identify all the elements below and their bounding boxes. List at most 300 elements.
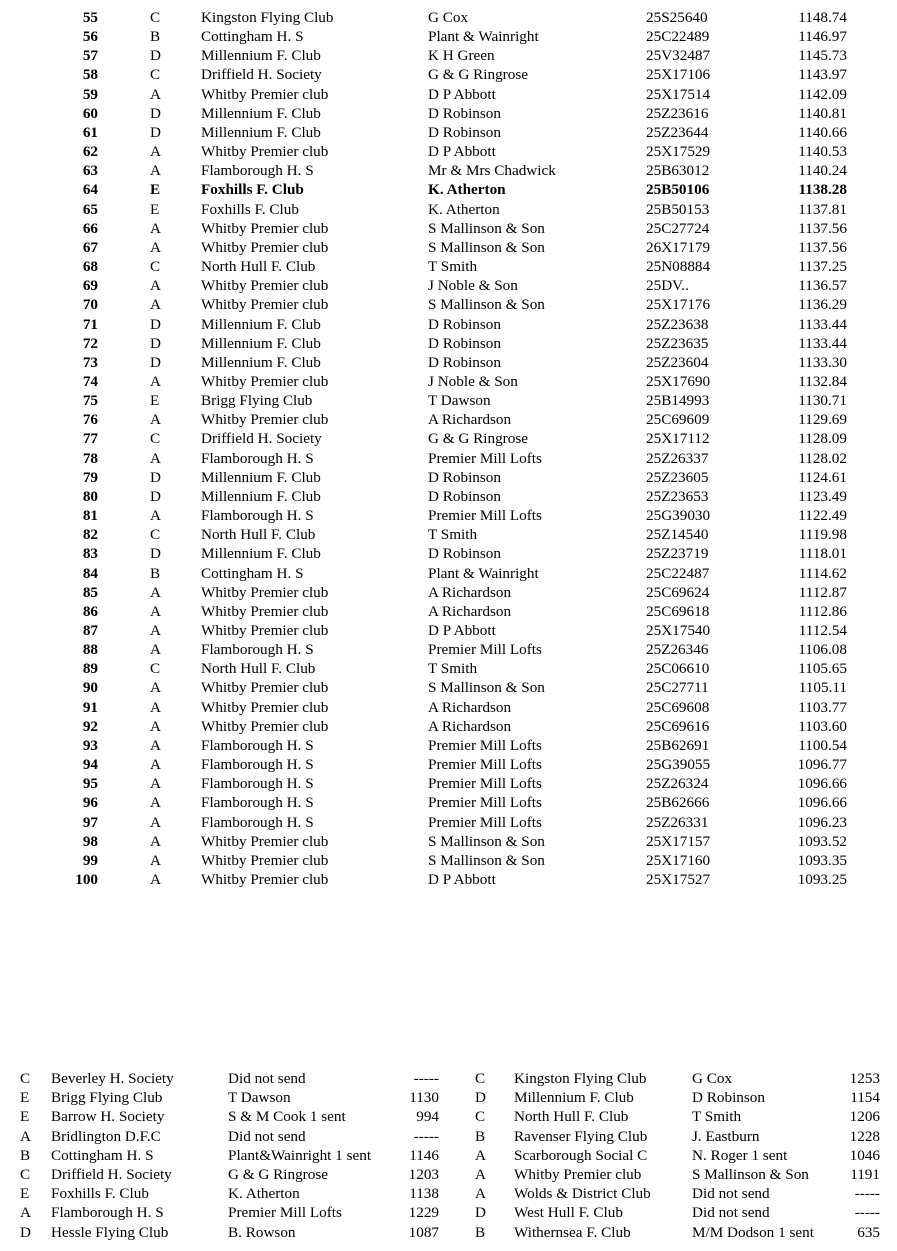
result-row [0,602,897,621]
velocity-cell: 1137.56 [798,219,847,237]
section-cell: D [150,47,161,65]
ring-number-cell: 25B50153 [646,200,710,218]
position-cell: 96 [82,794,98,812]
summary-section-cell: B [20,1146,31,1164]
section-cell: A [150,372,161,390]
summary-club-cell: Kingston Flying Club [514,1070,647,1087]
summary-fancier-cell: D Robinson [692,1089,765,1107]
fancier-cell: Premier Mill Lofts [428,507,542,525]
section-cell: B [150,564,161,582]
club-cell: Kingston Flying Club [201,9,334,26]
ring-number-cell: 25C22489 [646,28,710,46]
club-summary-table [0,1069,897,1242]
club-cell: Millennium F. Club [201,545,321,563]
position-cell: 75 [82,392,98,410]
summary-fancier-cell: N. Roger 1 sent [692,1146,788,1164]
result-row [0,257,897,276]
result-row [0,410,897,429]
summary-row [0,1127,897,1146]
club-cell: Whitby Premier club [201,219,329,237]
position-cell: 72 [82,334,98,352]
result-row [0,85,897,104]
fancier-cell: D Robinson [428,334,501,352]
fancier-cell: Plant & Wainright [428,564,539,582]
velocity-cell: 1138.28 [798,181,847,199]
fancier-cell: K. Atherton [428,181,506,199]
section-cell: E [150,181,161,199]
club-cell: Flamborough H. S [201,162,314,180]
club-cell: Whitby Premier club [201,622,329,639]
summary-velocity-cell: 1228 [849,1127,880,1145]
velocity-cell: 1124.61 [798,468,847,486]
summary-club-cell: Whitby Premier club [514,1165,642,1183]
result-row [0,334,897,353]
position-cell: 61 [82,123,98,141]
velocity-cell: 1105.11 [798,679,847,697]
result-row [0,315,897,334]
section-cell: A [150,851,161,869]
velocity-cell: 1137.81 [798,200,847,218]
position-cell: 60 [82,104,98,122]
summary-section-cell: E [20,1089,30,1107]
ring-number-cell: 25G39055 [646,756,711,774]
result-row [0,276,897,295]
club-cell: Whitby Premier club [201,372,329,390]
summary-club-cell: Bridlington D.F.C [51,1127,161,1145]
position-cell: 56 [82,28,98,46]
summary-club-cell: Cottingham H. S [51,1146,154,1164]
result-row [0,717,897,736]
position-cell: 77 [82,430,98,448]
section-cell: E [150,392,160,410]
club-cell: Millennium F. Club [201,487,321,505]
position-cell: 92 [82,717,98,735]
ring-number-cell: 25C27724 [646,219,710,237]
summary-section-cell: A [475,1185,486,1203]
result-row [0,142,897,161]
summary-velocity-cell: 1191 [850,1165,880,1183]
summary-velocity-cell: 1138 [409,1185,439,1203]
summary-velocity-cell: ----- [413,1070,439,1087]
result-row [0,583,897,602]
section-cell: A [150,871,161,889]
result-row [0,104,897,123]
summary-club-cell: Foxhills F. Club [51,1185,149,1203]
ring-number-cell: 25G39030 [646,507,711,525]
fancier-cell: A Richardson [428,583,512,601]
summary-fancier-cell: T Smith [692,1108,742,1126]
position-cell: 78 [82,449,98,467]
club-cell: Whitby Premier club [201,296,329,314]
club-cell: Whitby Premier club [201,602,329,620]
position-cell: 58 [82,66,98,84]
club-cell: Whitby Premier club [201,851,329,869]
velocity-cell: 1093.35 [797,851,847,869]
club-cell: Millennium F. Club [201,104,321,122]
summary-club-cell: Beverley H. Society [51,1070,174,1087]
fancier-cell: Plant & Wainright [428,28,539,46]
ring-number-cell: 25V32487 [646,47,711,65]
fancier-cell: A Richardson [428,717,512,735]
velocity-cell: 1118.01 [798,545,847,563]
summary-section-cell: A [20,1127,31,1145]
fancier-cell: S Mallinson & Son [428,851,545,869]
position-cell: 62 [82,143,98,161]
summary-club-cell: Wolds & District Club [514,1185,651,1203]
summary-velocity-cell: 1203 [408,1165,439,1183]
ring-number-cell: 25X17514 [646,85,711,103]
fancier-cell: D Robinson [428,468,501,486]
section-cell: C [150,430,161,448]
position-cell: 76 [82,411,98,429]
fancier-cell: D Robinson [428,545,501,563]
fancier-cell: D Robinson [428,487,501,505]
club-cell: Driffield H. Society [201,430,322,448]
velocity-cell: 1133.30 [798,353,847,371]
club-cell: Flamborough H. S [201,756,314,774]
summary-row [0,1165,897,1184]
ring-number-cell: 25Z26324 [646,775,709,793]
section-cell: A [150,238,161,256]
ring-number-cell: 25C27711 [646,679,709,697]
ring-number-cell: 25C22487 [646,564,710,582]
velocity-cell: 1137.25 [798,258,847,276]
fancier-cell: Premier Mill Lofts [428,813,542,831]
fancier-cell: S Mallinson & Son [428,238,545,256]
summary-fancier-cell: Did not send [228,1127,306,1145]
fancier-cell: G Cox [428,9,469,26]
summary-club-cell: Brigg Flying Club [51,1089,163,1107]
ring-number-cell: 25Z23653 [646,487,709,505]
position-cell: 83 [82,545,98,563]
result-row [0,65,897,84]
position-cell: 65 [82,200,98,218]
fancier-cell: D P Abbott [428,871,496,889]
section-cell: A [150,143,161,161]
result-row [0,698,897,717]
position-cell: 73 [82,353,98,371]
ring-number-cell: 25X17690 [646,372,711,390]
result-row [0,736,897,755]
club-cell: Cottingham H. S [201,28,304,46]
section-cell: A [150,813,161,831]
summary-fancier-cell: M/M Dodson 1 sent [692,1223,814,1241]
club-cell: Flamborough H. S [201,813,314,831]
fancier-cell: T Smith [428,660,478,678]
club-cell: Millennium F. Club [201,315,321,333]
fancier-cell: S Mallinson & Son [428,219,545,237]
section-cell: A [150,717,161,735]
summary-fancier-cell: G Cox [692,1070,733,1087]
summary-row [0,1107,897,1126]
summary-club-cell: Scarborough Social C [514,1146,648,1164]
velocity-cell: 1128.09 [798,430,847,448]
section-cell: D [150,468,161,486]
fancier-cell: G & G Ringrose [428,430,528,448]
ring-number-cell: 25B50106 [646,181,710,199]
result-row [0,870,897,889]
ring-number-cell: 25Z23719 [646,545,709,563]
summary-club-cell: Millennium F. Club [514,1089,634,1107]
summary-fancier-cell: K. Atherton [228,1185,300,1203]
section-cell: A [150,679,161,697]
velocity-cell: 1140.53 [798,143,847,161]
result-row [0,506,897,525]
velocity-cell: 1137.56 [798,238,847,256]
summary-row [0,1203,897,1222]
velocity-cell: 1129.69 [798,411,847,429]
position-cell: 94 [82,756,98,774]
section-cell: C [150,66,161,84]
position-cell: 70 [82,296,98,314]
club-cell: Flamborough H. S [201,641,314,659]
position-cell: 93 [82,736,98,754]
section-cell: C [150,258,161,276]
section-cell: A [150,277,161,295]
club-cell: North Hull F. Club [201,660,316,678]
velocity-cell: 1112.87 [798,583,847,601]
result-row [0,755,897,774]
result-row [0,544,897,563]
summary-section-cell: E [20,1108,30,1126]
velocity-cell: 1100.54 [798,736,847,754]
result-row [0,468,897,487]
position-cell: 100 [75,871,98,889]
section-cell: A [150,219,161,237]
section-cell: D [150,487,161,505]
summary-club-cell: Hessle Flying Club [51,1223,169,1241]
fancier-cell: T Smith [428,526,478,544]
fancier-cell: T Dawson [428,392,491,410]
club-cell: Whitby Premier club [201,238,329,256]
summary-club-cell: Withernsea F. Club [514,1223,631,1241]
result-row [0,219,897,238]
club-cell: Foxhills F. Club [201,181,304,199]
position-cell: 85 [82,583,98,601]
section-cell: E [150,200,160,218]
position-cell: 91 [82,698,98,716]
section-cell: A [150,736,161,754]
club-cell: Whitby Premier club [201,583,329,601]
section-cell: C [150,660,161,678]
ring-number-cell: 25C69618 [646,602,710,620]
ring-number-cell: 25X17112 [646,430,710,448]
ring-number-cell: 25B63012 [646,162,710,180]
result-row [0,813,897,832]
club-cell: Flamborough H. S [201,736,314,754]
summary-fancier-cell: J. Eastburn [692,1127,760,1145]
velocity-cell: 1106.08 [798,641,847,659]
fancier-cell: D Robinson [428,123,501,141]
ring-number-cell: 25C69609 [646,411,710,429]
fancier-cell: J Noble & Son [428,372,518,390]
result-row [0,391,897,410]
result-row [0,564,897,583]
ring-number-cell: 25S25640 [646,9,708,26]
ring-number-cell: 25DV.. [646,277,689,295]
summary-section-cell: A [20,1204,31,1222]
position-cell: 57 [82,47,98,65]
club-cell: Whitby Premier club [201,717,329,735]
velocity-cell: 1112.86 [798,602,847,620]
club-cell: Millennium F. Club [201,334,321,352]
summary-fancier-cell: Did not send [692,1185,770,1203]
section-cell: A [150,449,161,467]
velocity-cell: 1142.09 [798,85,847,103]
position-cell: 71 [82,315,98,333]
position-cell: 81 [82,507,98,525]
summary-fancier-cell: Plant&Wainright 1 sent [228,1146,372,1164]
fancier-cell: S Mallinson & Son [428,296,545,314]
summary-section-cell: C [20,1165,31,1183]
summary-velocity-cell: 1130 [409,1089,439,1107]
summary-club-cell: Flamborough H. S [51,1204,164,1222]
result-row [0,851,897,870]
result-row [0,774,897,793]
section-cell: A [150,602,161,620]
velocity-cell: 1122.49 [798,507,847,525]
ring-number-cell: 25X17527 [646,871,711,889]
section-cell: D [150,104,161,122]
club-cell: North Hull F. Club [201,526,316,544]
section-cell: A [150,85,161,103]
summary-section-cell: B [475,1223,486,1241]
position-cell: 97 [82,813,98,831]
ring-number-cell: 25N08884 [646,258,711,276]
section-cell: A [150,622,161,639]
summary-fancier-cell: T Dawson [228,1089,291,1107]
position-cell: 69 [82,277,98,295]
summary-club-cell: North Hull F. Club [514,1108,629,1126]
summary-velocity-cell: 1253 [849,1070,880,1087]
velocity-cell: 1140.81 [798,104,847,122]
summary-section-cell: C [475,1108,486,1126]
velocity-cell: 1112.54 [798,622,847,639]
fancier-cell: D P Abbott [428,143,496,161]
summary-velocity-cell: 1206 [849,1108,880,1126]
club-cell: Brigg Flying Club [201,392,313,410]
summary-velocity-cell: 635 [857,1223,880,1241]
ring-number-cell: 25X17160 [646,851,711,869]
section-cell: A [150,507,161,525]
fancier-cell: Premier Mill Lofts [428,756,542,774]
velocity-cell: 1136.29 [798,296,847,314]
fancier-cell: Premier Mill Lofts [428,449,542,467]
fancier-cell: Premier Mill Lofts [428,794,542,812]
fancier-cell: J Noble & Son [428,277,518,295]
result-row [0,8,897,27]
velocity-cell: 1105.65 [798,660,847,678]
summary-velocity-cell: 1229 [408,1204,439,1222]
fancier-cell: A Richardson [428,698,512,716]
fancier-cell: Premier Mill Lofts [428,641,542,659]
club-cell: Whitby Premier club [201,832,329,850]
velocity-cell: 1093.52 [797,832,847,850]
ring-number-cell: 25B62691 [646,736,710,754]
club-cell: Whitby Premier club [201,143,329,161]
summary-section-cell: A [475,1165,486,1183]
ring-number-cell: 25B62666 [646,794,710,812]
ring-number-cell: 25Z23638 [646,315,709,333]
summary-fancier-cell: B. Rowson [228,1223,296,1241]
velocity-cell: 1136.57 [798,277,847,295]
ring-number-cell: 25Z26346 [646,641,709,659]
position-cell: 84 [82,564,98,582]
section-cell: C [150,526,161,544]
summary-velocity-cell: ----- [413,1127,439,1145]
result-row [0,832,897,851]
result-row [0,621,897,640]
fancier-cell: K H Green [428,47,495,65]
result-row [0,640,897,659]
club-cell: Flamborough H. S [201,794,314,812]
summary-velocity-cell: ----- [854,1204,880,1222]
velocity-cell: 1093.25 [797,871,847,889]
results-table [0,8,897,889]
result-row [0,372,897,391]
club-cell: Millennium F. Club [201,47,321,65]
velocity-cell: 1103.60 [798,717,847,735]
result-row [0,123,897,142]
fancier-cell: D Robinson [428,104,501,122]
club-cell: Foxhills F. Club [201,200,299,218]
position-cell: 95 [82,775,98,793]
summary-velocity-cell: 994 [416,1108,439,1126]
ring-number-cell: 25Z26337 [646,449,709,467]
fancier-cell: S Mallinson & Son [428,679,545,697]
position-cell: 87 [82,622,98,639]
section-cell: A [150,583,161,601]
velocity-cell: 1143.97 [798,66,847,84]
position-cell: 90 [82,679,98,697]
result-row [0,429,897,448]
velocity-cell: 1096.23 [797,813,847,831]
result-row [0,27,897,46]
position-cell: 63 [82,162,98,180]
position-cell: 74 [82,372,98,390]
section-cell: D [150,545,161,563]
velocity-cell: 1133.44 [798,334,847,352]
fancier-cell: D Robinson [428,315,501,333]
summary-velocity-cell: 1146 [409,1146,439,1164]
section-cell: A [150,794,161,812]
velocity-cell: 1133.44 [798,315,847,333]
summary-club-cell: Barrow H. Society [51,1108,165,1126]
velocity-cell: 1096.77 [797,756,847,774]
result-row [0,180,897,199]
section-cell: A [150,411,161,429]
position-cell: 59 [82,85,98,103]
velocity-cell: 1103.77 [798,698,847,716]
velocity-cell: 1096.66 [797,794,847,812]
velocity-cell: 1146.97 [798,28,847,46]
result-row [0,449,897,468]
ring-number-cell: 25X17529 [646,143,711,161]
ring-number-cell: 25C69624 [646,583,710,601]
club-cell: Whitby Premier club [201,698,329,716]
section-cell: A [150,775,161,793]
summary-section-cell: D [20,1223,31,1241]
result-row [0,793,897,812]
position-cell: 64 [82,181,98,199]
club-cell: Whitby Premier club [201,871,329,889]
ring-number-cell: 25X17106 [646,66,711,84]
fancier-cell: A Richardson [428,411,512,429]
summary-section-cell: D [475,1089,486,1107]
result-row [0,678,897,697]
summary-section-cell: E [20,1185,30,1203]
club-cell: Whitby Premier club [201,679,329,697]
